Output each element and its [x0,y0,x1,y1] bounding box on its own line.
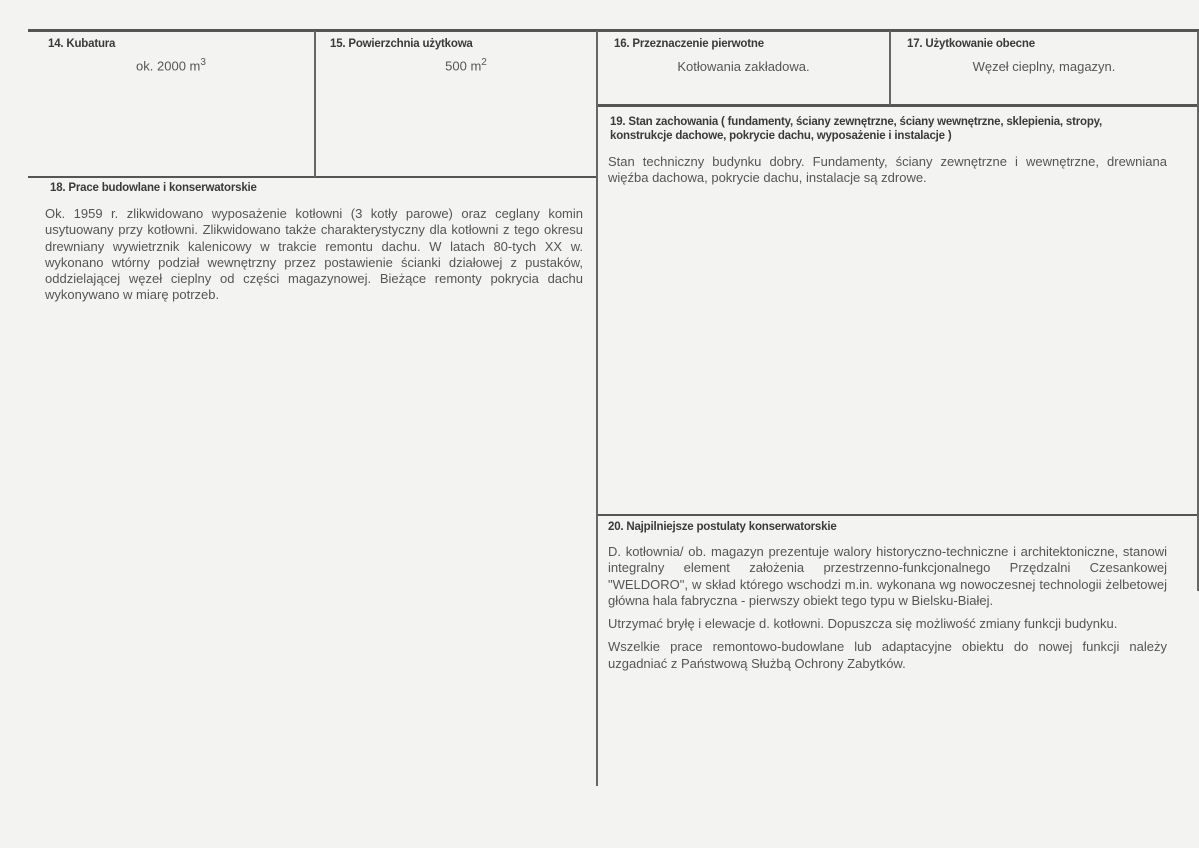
unit-superscript: 2 [481,57,487,68]
field-16-przeznaczenie [598,31,889,104]
paragraph: Utrzymać bryłę i elewacje d. kotłowni. Dopuszcza się możliwość zmiany funkcji budynku. [608,616,1118,632]
field-20-postulaty [598,516,1197,786]
value-text: ok. 2000 m [136,58,201,74]
field-label: 18. Prace budowlane i konserwatorskie [50,182,257,194]
field-label: 17. Użytkowanie obecne [907,38,1035,50]
field-value [28,57,314,73]
field-label: 20. Najpilniejsze postulaty konserwatorskie [608,521,837,533]
paragraph: D. kotłownia/ ob. magazyn prezentuje walory historyczno-techniczne i architektoniczne, stanowi integralny element założenia przestrzenno-funkcjonalnego Przędzalni Czesankowej "WELDORO", w skład którego wschodzi m.in. wykonana wg nowoczesnej technologii żelbetowej główna hala fabryczna - pierwszy obiekt tego typu w Bielsku-Białej. [608,544,1167,608]
field-text [608,544,1167,679]
field-label: 14. Kubatura [48,38,116,50]
field-18-prace [28,178,596,778]
field-text: Stan techniczny budynku dobry. Fundamenty, ściany zewnętrzne i wewnętrzne, drewniana więźba dachowa, pokrycie dachu, instalacje są zdrowe. [608,154,1167,186]
field-label: 15. Powierzchnia użytkowa [330,38,473,50]
field-17-uzytkowanie [891,31,1197,104]
unit-superscript: 3 [200,57,206,68]
field-19-stan [598,107,1197,514]
field-label: 16. Przeznaczenie pierwotne [614,38,764,50]
field-label: 19. Stan zachowania ( fundamenty, ściany zewnętrzne, ściany wewnętrzne, sklepienia, stropy, konstrukcje dachowe, pokrycie dachu, wyposażenie i instalacje ) [610,116,1103,142]
field-value: Kotłowania zakładowa. [677,59,810,74]
field-14-kubatura [28,31,314,176]
value-text: 500 m [445,58,482,74]
field-value [316,57,616,73]
field-15-powierzchnia [316,31,596,176]
field-text: Ok. 1959 r. zlikwidowano wyposażenie kotłowni (3 kotły parowe) oraz ceglany komin usytuowany przy kotłowni. Zlikwidowano także charakterystyczny dla kotłowni z tego okresu drewniany wywietrznik kalenicowy w trakcie remontu dachu. W latach 80-tych XX w. wykonano wtórny podział wewnętrzny przez postawienie ścianki działowej z pustaków, oddzielającej węzeł cieplny od części magazynowej. Bieżące remonty pokrycia dachu wykonywano w miarę potrzeb. [45,206,583,303]
paragraph: Wszelkie prace remontowo-budowlane lub adaptacyjne obiektu do nowej funkcji należy uzgadniać z Państwową Służbą Ochrony Zabytków. [608,639,1167,671]
field-value: Węzeł cieplny, magazyn. [972,59,1116,74]
